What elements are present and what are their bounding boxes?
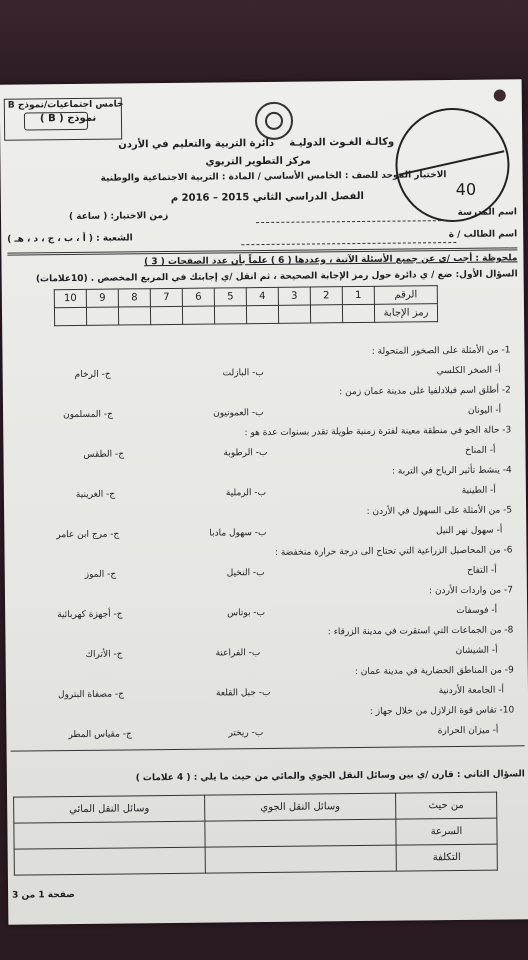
option-b[interactable]: ب- جبل القلعة [215, 687, 271, 699]
exam-note: ملحوظة : أجب /ي عن جميع الأسئلة الآتية ، وعددها ( 6 ) علماً بأن عدد الصفحات ( 3 ) [144, 253, 518, 268]
total-score: 40 [455, 179, 477, 199]
un-logo-icon [255, 102, 293, 140]
option-b[interactable]: ب- الرملية [225, 487, 267, 499]
answer-cell[interactable] [150, 306, 182, 324]
department-name: دائرة التربية والتعليم في الأردن [118, 137, 275, 151]
answer-table [54, 285, 438, 326]
option-c[interactable]: ج- الأتراك [85, 649, 123, 660]
answer-cell[interactable] [246, 305, 278, 323]
option-a[interactable]: أ- الشيشان [455, 645, 498, 657]
page-number: صفحة 1 من 3 [12, 890, 75, 901]
comparison-answer-cell[interactable] [14, 847, 205, 875]
option-a[interactable]: أ- الصخر الكلسي [436, 365, 501, 377]
option-b[interactable]: ب- النخيل [226, 568, 265, 579]
comparison-row-label: التكلفة [396, 844, 497, 871]
option-c[interactable]: ج- مصفاة البترول [57, 689, 125, 701]
model-tag: خامس اجتماعيات/نموذج B [7, 99, 124, 111]
answer-cell[interactable] [54, 307, 86, 325]
answer-number: 4 [246, 287, 278, 305]
option-c[interactable]: ج- الموز [84, 569, 117, 580]
option-b[interactable]: ب- البازلت [222, 368, 264, 379]
option-b[interactable]: ب- بوتاس [227, 608, 266, 619]
question-10: 10- تقاس قوة الزلازل من خلال جهاز : [369, 705, 515, 717]
option-c[interactable]: ج- الطقس [83, 449, 125, 460]
school-dotted-line [256, 220, 456, 223]
option-a[interactable]: أ- ميزان الحرارة [437, 725, 499, 737]
answer-number: 1 [342, 286, 374, 304]
option-c[interactable]: ج- المسلمون [63, 409, 113, 421]
answer-cell[interactable] [118, 307, 150, 325]
punch-hole [494, 89, 506, 101]
comparison-header-aspect: من حيث [396, 792, 497, 819]
score-circle [395, 107, 510, 222]
student-label: اسم الطالب / ة [448, 229, 518, 241]
school-label: اسم المدرسة [457, 207, 518, 218]
section-label: الشعبة : ( أ ، ب ، ج ، د ، هـ ) [7, 233, 133, 245]
exam-paper [0, 79, 528, 924]
answer-number: 10 [54, 289, 86, 307]
option-a[interactable]: أ- المناخ [465, 445, 496, 456]
answer-table-number-label: الرقم [374, 286, 437, 305]
option-c[interactable]: ج- أجهزة كهربائية [57, 609, 123, 621]
option-a[interactable]: أ- الجامعة الأردنية [438, 685, 505, 697]
answer-number: 6 [182, 288, 214, 306]
comparison-answer-cell[interactable] [205, 845, 396, 873]
q1-heading: السؤال الأول: ضع / ي دائرة حول رمز الإجابة الصحيحة ، ثم انقل /ي إجابتك في المربع المخصص . (10علامات) [35, 269, 518, 285]
center-name: مركز التطوير التربوي [205, 155, 311, 168]
agency-name: وكالـة الغـوث الدوليـة [289, 136, 395, 149]
comparison-answer-cell[interactable] [205, 819, 396, 847]
option-a[interactable]: أ- التفاح [467, 565, 497, 576]
answer-number: 9 [86, 289, 118, 307]
exam-line: الاختبار الموحد للصف : الخامس الأساسي / المادة : التربية الاجتماعية والوطنية [100, 170, 447, 184]
section-divider [11, 745, 525, 751]
option-c[interactable]: ج- الرخام [74, 369, 111, 380]
time-label: زمن الاختبار: ( ساعة ) [68, 210, 169, 223]
option-c[interactable]: ج- مقياس المطر [68, 729, 132, 741]
option-c[interactable]: ج- مرج ابن عامر [56, 529, 120, 541]
comparison-answer-cell[interactable] [14, 821, 205, 849]
question-9: 9- من المناطق الحضارية في مدينة عمان : [354, 665, 514, 678]
question-3: 3- حالة الجو في منطقة معينة لفترة زمنية طويلة تقدر بسنوات عدة هو : [244, 425, 512, 439]
option-b[interactable]: ب- الرطوبة [223, 447, 268, 459]
answer-cell[interactable] [310, 305, 342, 323]
option-a[interactable]: أ- اليونان [467, 405, 502, 416]
option-c[interactable]: ج- الغرينية [75, 489, 116, 500]
question-4: 4- ينشط تأثير الرياح في التربة : [391, 465, 512, 477]
q2-heading: السؤال الثاني : قارن /ي بين وسائل النقل الجوي والمائي من حيث ما يلي : ( 4 علامات ) [135, 769, 525, 784]
answer-cell[interactable] [86, 307, 118, 325]
question-5: 5- من الأمثلة على السهول في الأردن : [366, 505, 513, 517]
question-8: 8- من الجماعات التي استقرت في مدينة الزرقاء : [327, 625, 514, 638]
option-b[interactable]: ب- ريختر [228, 728, 264, 739]
option-b[interactable]: ب- الفراعنة [215, 648, 261, 659]
answer-cell[interactable] [278, 305, 310, 323]
answer-cell[interactable] [342, 304, 374, 322]
option-b[interactable]: ب- سهول مادبا [209, 527, 267, 539]
question-6: 6- من المحاصيل الزراعية التي تحتاج الى درجة حرارة منخفضة : [274, 545, 513, 558]
question-2: 2- أطلق اسم فيلادلفيا على مدينة عمان زمن : [339, 385, 511, 398]
term-line: الفصل الدراسي الثاني 2015 – 2016 م [170, 190, 364, 204]
answer-cell[interactable] [214, 306, 246, 324]
comparison-header-air: وسائل النقل الجوي [205, 793, 396, 821]
answer-number: 5 [214, 288, 246, 306]
answer-number: 2 [310, 287, 342, 305]
student-dotted-line [241, 242, 456, 245]
comparison-header-water: وسائل النقل المائي [14, 795, 205, 823]
option-a[interactable]: أ- فوسفات [456, 605, 498, 617]
comparison-row-label: السرعة [396, 818, 497, 845]
comparison-table [13, 792, 498, 876]
answer-number: 7 [150, 288, 182, 306]
answer-table-answer-label: رمز الإجابة [374, 304, 437, 323]
background-bottom [0, 920, 528, 960]
option-a[interactable]: أ- سهول نهر النيل [435, 525, 503, 537]
option-a[interactable]: أ- الطينية [461, 485, 496, 496]
option-b[interactable]: ب- العمونيون [213, 408, 264, 419]
answer-number: 3 [278, 287, 310, 305]
model-label: نموذج ( B ) [39, 112, 97, 125]
answer-number: 8 [118, 289, 150, 307]
answer-cell[interactable] [182, 306, 214, 324]
background-top [0, 0, 528, 90]
question-1: 1- من الأمثلة على الصخور المتحولة : [371, 345, 511, 357]
question-7: 7- من واردات الأردن : [428, 585, 513, 597]
